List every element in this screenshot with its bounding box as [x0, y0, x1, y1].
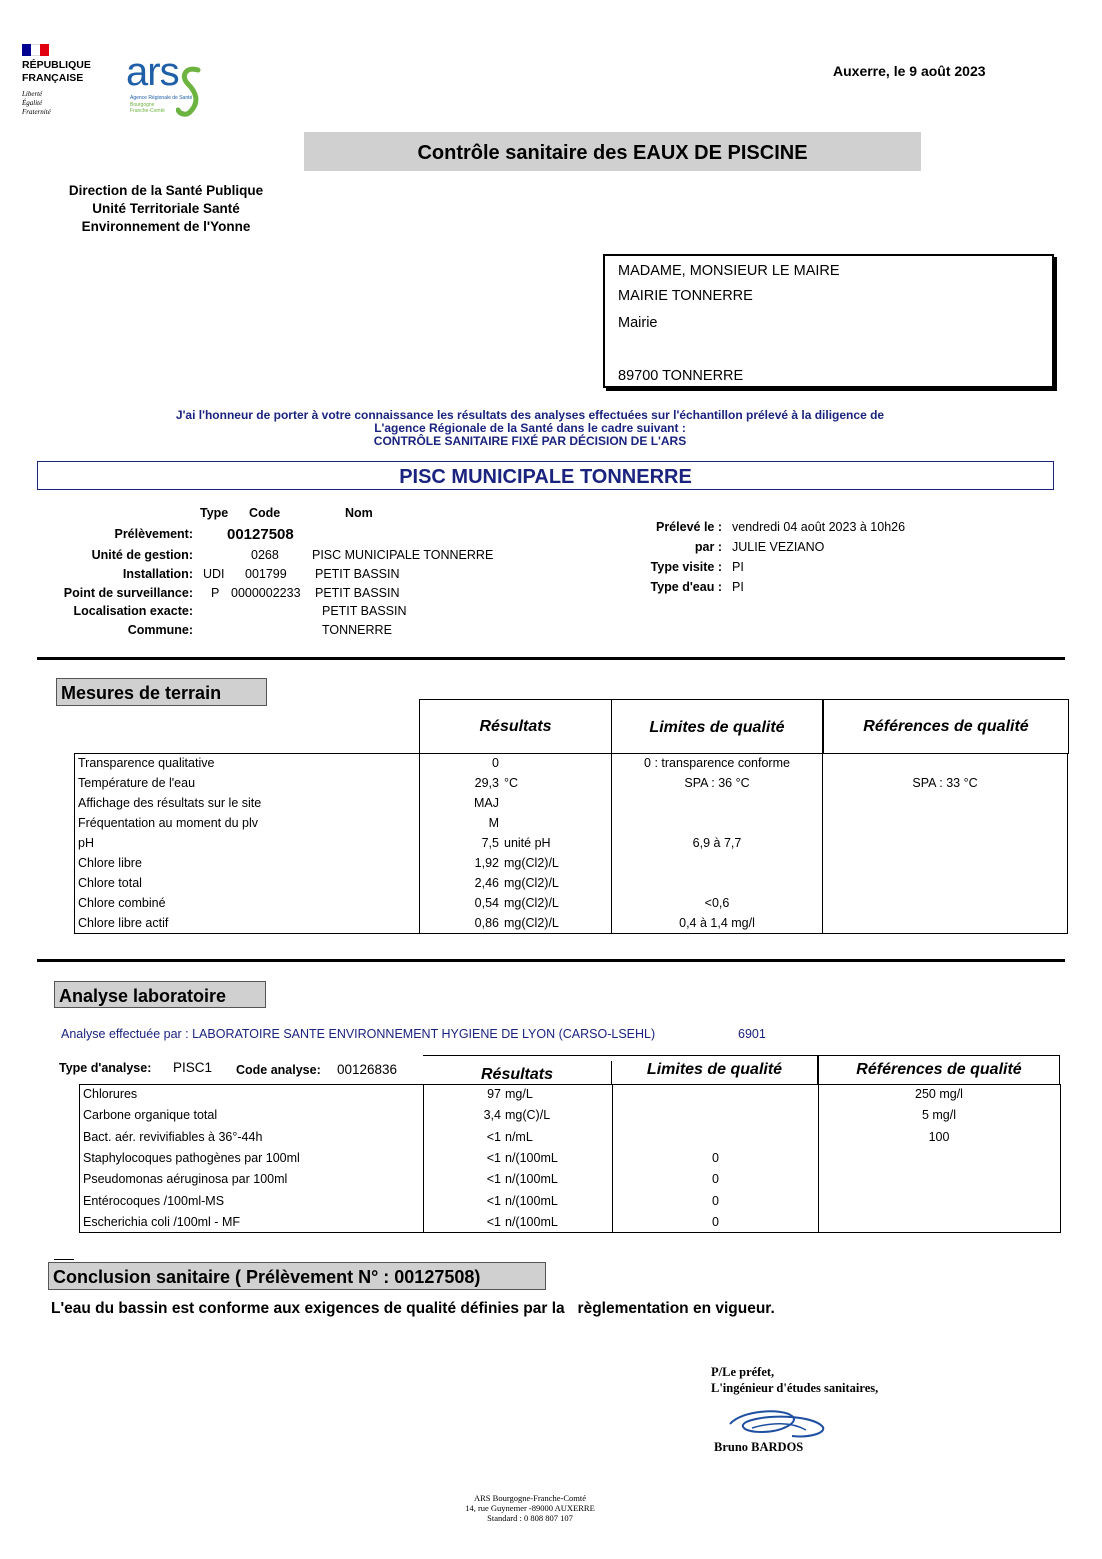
flag-icon [22, 44, 49, 56]
par-label: par : [694, 540, 722, 554]
labo-code-label: Code analyse: [236, 1063, 321, 1077]
conclusion-tick [54, 1259, 74, 1260]
ars-swirl-icon [176, 62, 204, 118]
row-param: Chlore libre [78, 856, 142, 870]
row-unit: n/(100mL [505, 1172, 558, 1187]
labo-title: Analyse laboratoire [54, 981, 266, 1008]
row-ref [823, 793, 1067, 813]
type-visite-value: PI [732, 560, 744, 574]
intro-block [80, 409, 980, 448]
row-limit [612, 813, 822, 833]
recipient-line3: Mairie [618, 315, 658, 331]
row-value: 0,86 [474, 916, 499, 930]
row-param: Bact. aér. revivifiables à 36°-44h [83, 1129, 263, 1144]
labo-col-references: Références de qualité [819, 1055, 1060, 1084]
row-ref: 250 mg/l [915, 1087, 963, 1101]
labo-table [79, 1084, 1061, 1233]
footer-line2: 14, rue Guynemer -89000 AUXERRE [465, 1503, 595, 1513]
row-ref [823, 813, 1067, 833]
row-unit: n/(100mL [505, 1214, 558, 1229]
row-param: Chlore libre actif [78, 916, 169, 930]
row-value: M [488, 816, 499, 830]
row-param: Carbone organique total [83, 1108, 218, 1123]
row-unit: n/(100mL [505, 1150, 558, 1165]
row-param: Température de l'eau [78, 776, 196, 790]
par-value: JULIE VEZIANO [732, 540, 825, 554]
prelevement-label: Prélèvement: [114, 527, 193, 541]
row-value: <1 [486, 1150, 501, 1165]
row-param: Chlorures [83, 1087, 138, 1101]
point-type: P [211, 586, 220, 600]
labo-col-limites: Limites de qualité [612, 1055, 819, 1084]
republique-francaise-logo [22, 44, 102, 120]
row-unit: mg(Cl2)/L [504, 856, 559, 870]
row-value: <1 [486, 1172, 501, 1187]
divider-1 [37, 657, 1065, 660]
point-code: 0000002233 [231, 586, 301, 600]
row-value: MAJ [474, 796, 499, 810]
ars-logo [126, 50, 206, 120]
row-ref [823, 893, 1067, 913]
point-label: Point de surveillance: [63, 586, 193, 600]
row-limit: 0 [712, 1150, 719, 1165]
signature-line1: P/Le préfet, [711, 1365, 775, 1379]
terrain-table [74, 753, 1068, 934]
ars-sub2: Bourgogne [130, 102, 155, 108]
rf-motto3: Fraternité [22, 108, 51, 116]
row-unit: mg(Cl2)/L [504, 896, 559, 910]
rf-motto1: Liberté [22, 90, 43, 98]
footer [400, 1493, 660, 1523]
terrain-col-sep-1 [419, 754, 420, 933]
row-limit: 0 [712, 1214, 719, 1229]
point-nom: PETIT BASSIN [315, 586, 400, 600]
row-limit [612, 873, 822, 893]
row-value: <1 [486, 1129, 501, 1144]
row-param: pH [78, 836, 94, 850]
row-limit [613, 1127, 818, 1147]
terrain-title: Mesures de terrain [56, 678, 267, 706]
row-unit: mg/L [505, 1087, 533, 1101]
header-code: Code [249, 506, 281, 520]
row-unit: mg(Cl2)/L [504, 916, 559, 930]
labo-type-value: PISC1 [173, 1060, 213, 1075]
labo-type-label: Type d'analyse: [59, 1061, 152, 1075]
row-limit [612, 853, 822, 873]
recipient-line2: MAIRIE TONNERRE [618, 288, 753, 304]
row-param: Escherichia coli /100ml - MF [83, 1214, 240, 1229]
divider-2 [37, 959, 1065, 962]
row-unit: unité pH [504, 836, 551, 850]
row-unit: °C [504, 776, 519, 790]
conclusion-title: Conclusion sanitaire ( Prélèvement N° : 00127508) [48, 1262, 546, 1290]
preleve-le-value: vendredi 04 août 2023 à 10h26 [732, 520, 906, 534]
row-unit: mg(Cl2)/L [504, 876, 559, 890]
ars-sub1: Agence Régionale de Santé [130, 95, 193, 101]
site-title: PISC MUNICIPALE TONNERRE [37, 461, 1054, 490]
row-param: Affichage des résultats sur le site [78, 796, 262, 810]
unite-nom: PISC MUNICIPALE TONNERRE [312, 548, 494, 562]
preleve-le-label: Prélevé le : [655, 520, 722, 534]
signature-line2: L'ingénieur d'études sanitaires, [711, 1381, 879, 1395]
row-limit: 0 [712, 1193, 719, 1208]
row-value: 0,54 [474, 896, 499, 910]
sender-line2: Unité Territoriale Santé [92, 201, 240, 216]
date-line: Auxerre, le 9 août 2023 [833, 63, 986, 79]
footer-line1: ARS Bourgogne-Franche-Comté [474, 1493, 586, 1503]
terrain-col-references: Références de qualité [863, 718, 1029, 735]
terrain-col-limites: Limites de qualité [612, 700, 824, 753]
row-limit: 6,9 à 7,7 [692, 836, 742, 850]
row-value: 7,5 [481, 836, 499, 850]
installation-type: UDI [203, 567, 225, 581]
row-value: 0 [492, 756, 499, 770]
row-value: 2,46 [474, 876, 499, 890]
row-unit: mg(C)/L [505, 1108, 551, 1123]
row-limit: 0 : transparence conforme [644, 756, 790, 770]
row-value: 29,3 [474, 776, 499, 790]
row-ref [823, 853, 1067, 873]
sender-line3: Environnement de l'Yonne [81, 219, 251, 234]
row-param: Chlore total [78, 876, 142, 890]
header-nom: Nom [345, 506, 373, 520]
row-ref [823, 873, 1067, 893]
localisation-label: Localisation exacte: [73, 604, 193, 618]
unite-code: 0268 [251, 548, 279, 562]
main-title: Contrôle sanitaire des EAUX DE PISCINE [304, 132, 921, 171]
ars-sub3: Franche-Comté [130, 108, 165, 114]
row-param: Fréquentation au moment du plv [78, 816, 258, 830]
row-value: <1 [486, 1193, 501, 1208]
row-limit: <0,6 [704, 896, 730, 910]
signature-name: Bruno BARDOS [714, 1440, 804, 1454]
labo-code: 6901 [738, 1027, 766, 1041]
unite-label: Unité de gestion: [91, 548, 193, 562]
row-ref [819, 1191, 1059, 1211]
row-ref [819, 1212, 1059, 1232]
recipient-line1: MADAME, MONSIEUR LE MAIRE [618, 263, 840, 279]
row-value: 97 [487, 1087, 501, 1101]
installation-nom: PETIT BASSIN [315, 567, 400, 581]
installation-label: Installation: [122, 567, 193, 581]
commune-label: Commune: [127, 623, 193, 637]
recipient-box [603, 254, 1054, 388]
row-limit: 0,4 à 1,4 mg/l [679, 916, 755, 930]
terrain-col-resultats: Résultats [420, 700, 612, 753]
installation-code: 001799 [245, 567, 287, 581]
row-param: Staphylocoques pathogènes par 100ml [83, 1150, 300, 1165]
type-eau-label: Type d'eau : [650, 580, 722, 594]
footer-line3: Standard : 0 808 807 107 [487, 1513, 573, 1523]
intro-line1: J'ai l'honneur de porter à votre connaissance les résultats des analyses effectuées sur l'échantillon prélevé à la diligence de [175, 408, 885, 422]
labo-effectuee: Analyse effectuée par : LABORATOIRE SANTE ENVIRONNEMENT HYGIENE DE LYON (CARSO-LSEHL) [61, 1027, 656, 1041]
row-unit: n/(100mL [505, 1193, 558, 1208]
row-limit [613, 1105, 818, 1125]
row-value: 3,4 [483, 1108, 501, 1123]
row-limit: 0 [712, 1172, 719, 1187]
row-limit [613, 1084, 818, 1104]
row-param: Entérocoques /100ml-MS [83, 1193, 225, 1208]
type-visite-label: Type visite : [650, 560, 722, 574]
row-limit [612, 793, 822, 813]
header-type: Type [200, 506, 229, 520]
rf-line1: RÉPUBLIQUE [22, 59, 91, 71]
rf-motto2: Égalité [22, 99, 43, 107]
labo-header [423, 1055, 1060, 1084]
labo-col-sep-1 [423, 1085, 424, 1232]
conclusion-text: L'eau du bassin est conforme aux exigences de qualité définies par la règlementation en vigueur. [51, 1300, 775, 1317]
row-param: Chlore combiné [78, 896, 166, 910]
row-ref [819, 1148, 1059, 1168]
intro-line2: L'agence Régionale de la Santé dans le cadre suivant : [374, 421, 686, 435]
row-ref: 100 [928, 1129, 950, 1144]
rf-line2: FRANÇAISE [22, 72, 84, 84]
prelevement-code: 00127508 [227, 526, 294, 543]
commune-nom: TONNERRE [322, 623, 392, 637]
row-unit: n/mL [505, 1129, 533, 1144]
intro-line3: CONTRÔLE SANITAIRE FIXÉ PAR DÉCISION DE L'ARS [373, 434, 687, 448]
localisation-nom: PETIT BASSIN [322, 604, 407, 618]
row-value: <1 [486, 1214, 501, 1229]
row-ref [823, 913, 1067, 933]
row-ref: SPA : 33 °C [912, 776, 978, 790]
row-ref [823, 753, 1067, 773]
row-param: Pseudomonas aéruginosa par 100ml [83, 1172, 288, 1187]
labo-col-resultats: Résultats [423, 1061, 612, 1084]
recipient-line4: 89700 TONNERRE [618, 368, 744, 384]
row-limit: SPA : 36 °C [684, 776, 750, 790]
ars-wordmark: ars [126, 50, 179, 94]
terrain-header [419, 699, 1069, 754]
labo-code-value: 00126836 [337, 1062, 398, 1077]
sender-block [52, 182, 280, 236]
row-ref [823, 833, 1067, 853]
row-value: 1,92 [474, 856, 499, 870]
type-eau-value: PI [732, 580, 744, 594]
row-ref: 5 mg/l [921, 1108, 957, 1123]
row-param: Transparence qualitative [78, 756, 215, 770]
sender-line1: Direction de la Santé Publique [68, 183, 264, 198]
row-ref [819, 1169, 1059, 1189]
